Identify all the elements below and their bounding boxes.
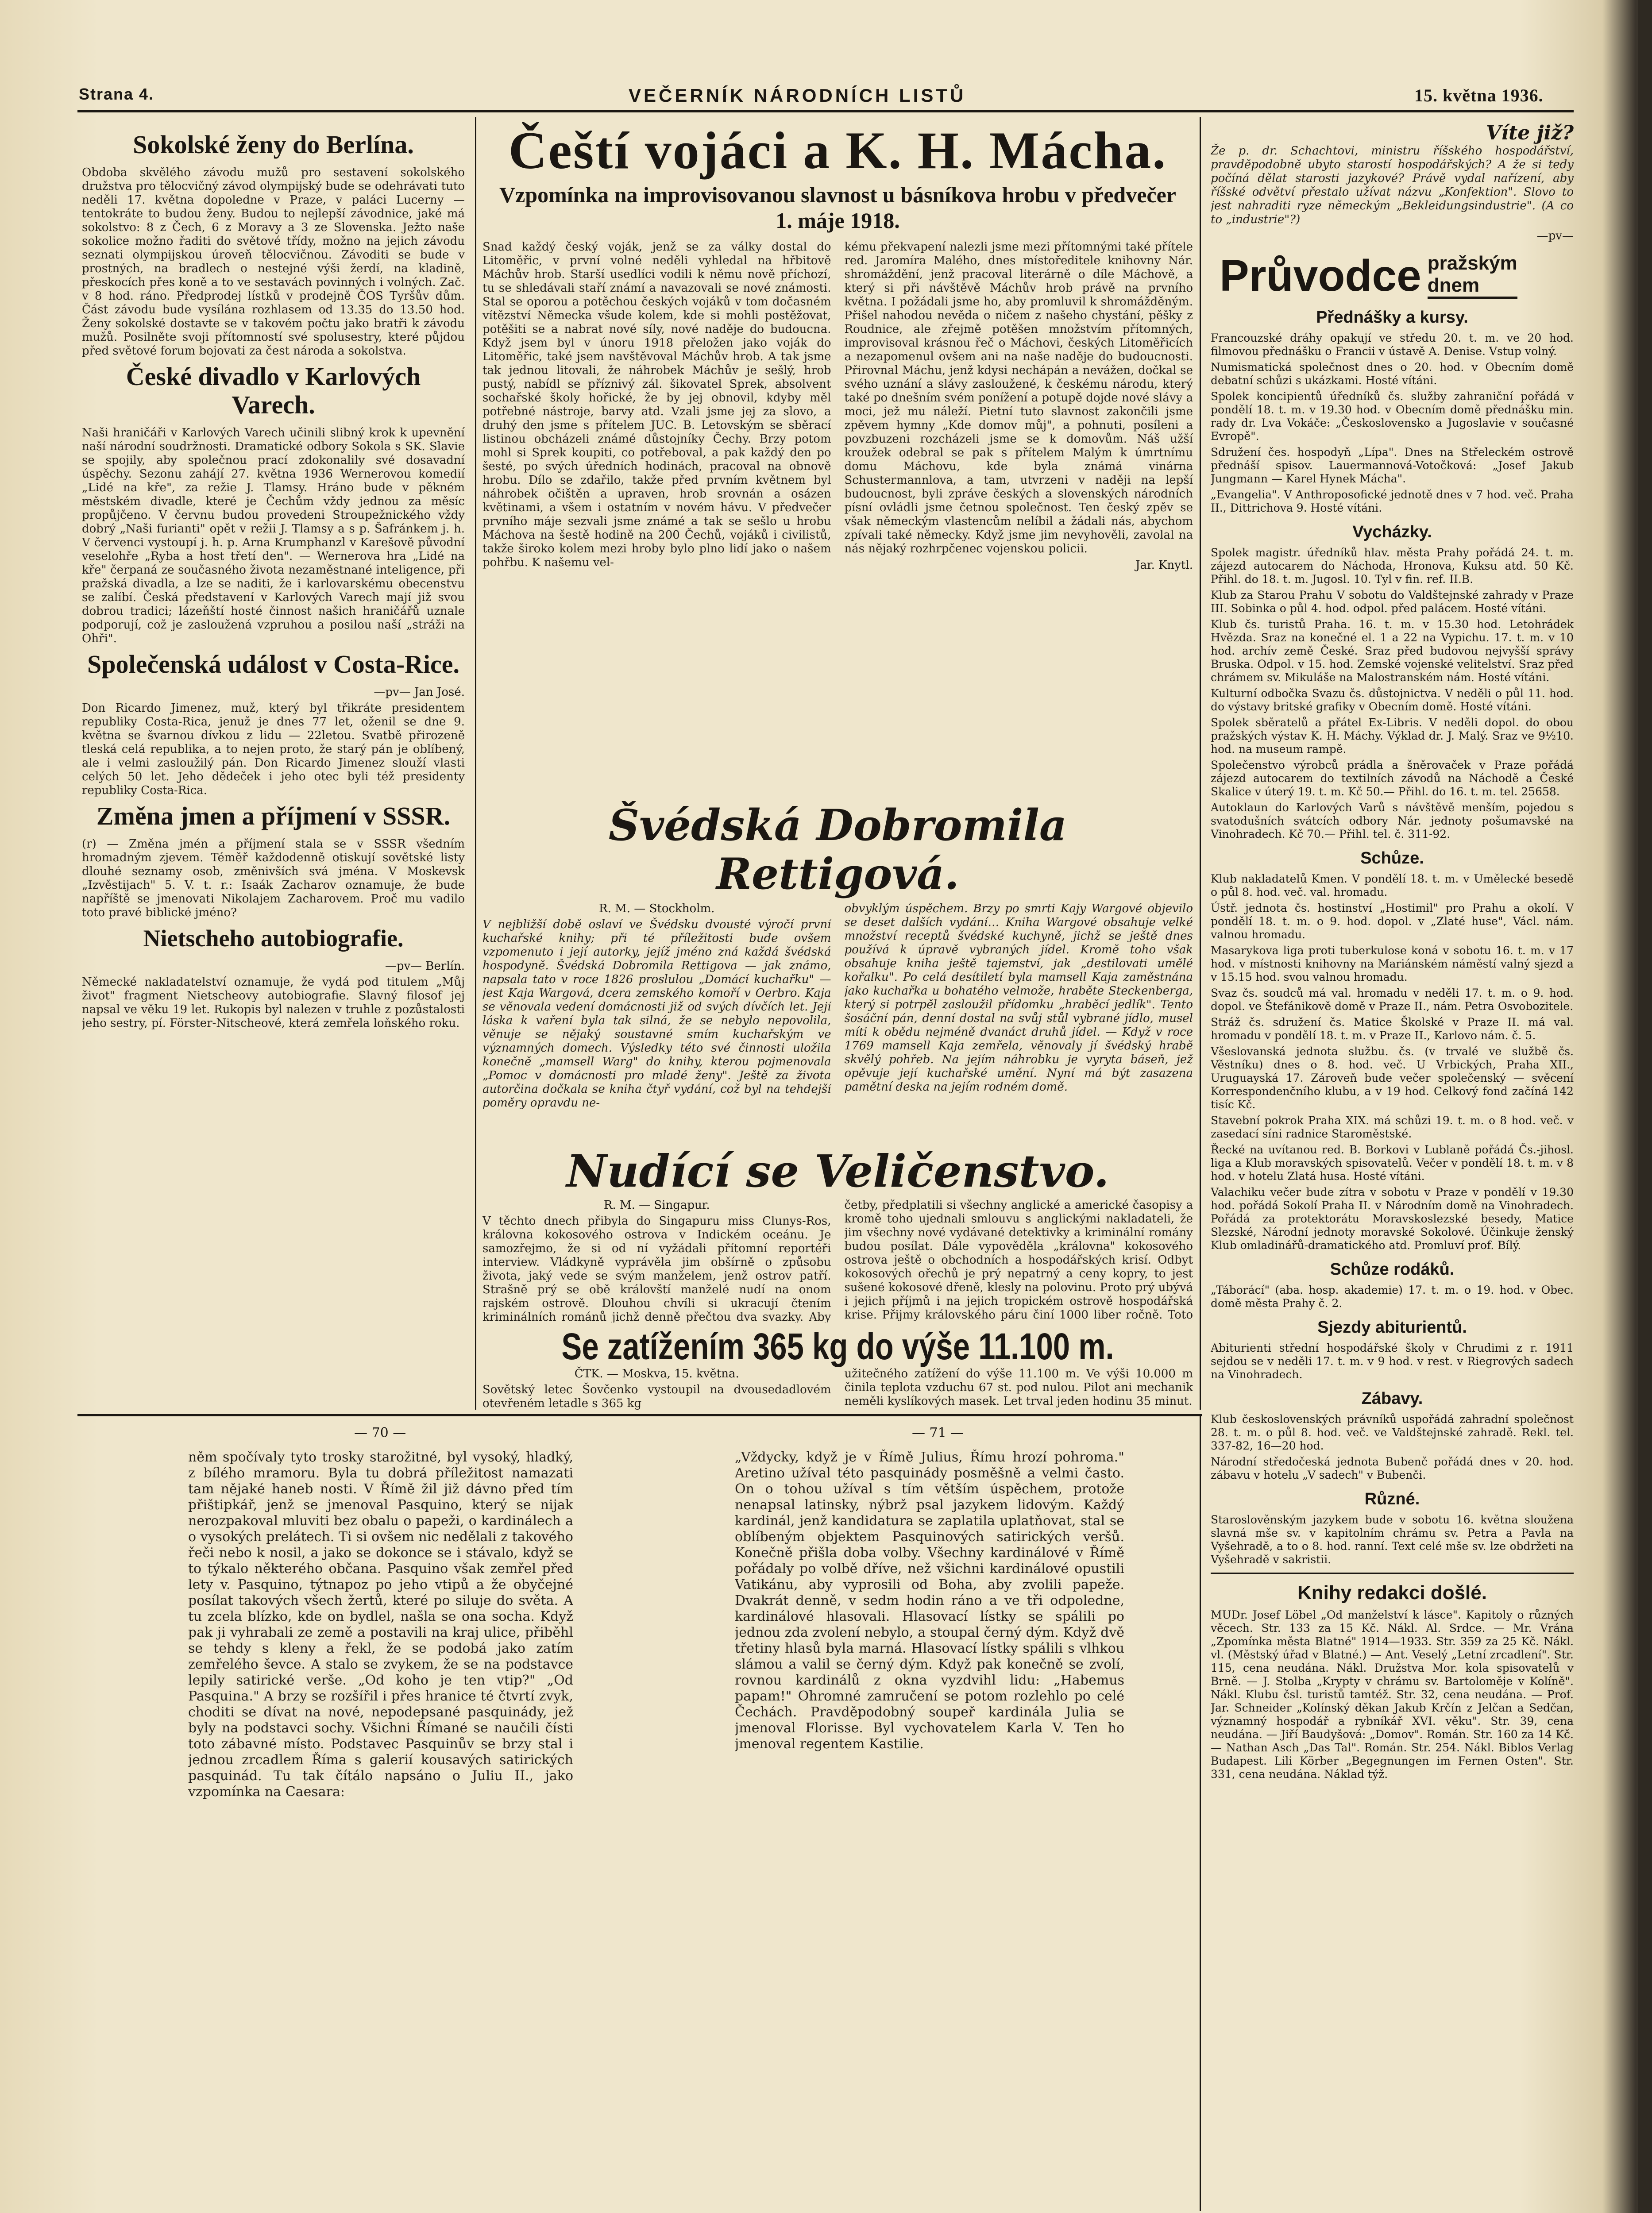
pruvodce-banner	[1220, 251, 1574, 300]
listing-item: Staroslověnským jazykem bude v sobotu 16. května sloužena slavná mše sv. v kapitolním chrámu sv. Petra a Pavla na Vyšehradě, a to o 8. hod. ranní. Text celé mše sv. lze obdržeti na Vyšehradě v sakristii.	[1211, 1513, 1574, 1566]
pruvodce-subtitle: pražským	[1427, 252, 1517, 274]
page-label: Strana 4.	[79, 85, 154, 103]
headline: Nudící se Veličenstvo.	[566, 1146, 1109, 1197]
article-title: Společenská událost v Costa-Rice.	[87, 650, 460, 679]
article-body: Naši hraničáři v Karlových Varech učinili slibný krok k upevnění naší národní soudržnosti. Dramatické odbory Sokola s SK. Slavie se spojily, aby společnou prací zdokonalily své dosavadní úspěchy. Sezonu zahájí 27. května 1936 Wernerovou komedií „Lidé na kře", za režie J. Tlamsy. Hráno bude v pěkném městském divadle, které je Čechům vždy jednou za měsíc propůjčeno. V červnu budou provedeni Stroupežnického vždy dobrý „Naši furianti" opět v režii J. Tlamsy a s p. Šafránkem j. h. V červenci vystoupí j. h. p. Arna Krumphanzl v Karešově původní veselohře „Ryba a host třetí den". — Wernerova hra „Lidé na kře" čerpaná ze současného života nezaměstnané inteligence, při pražská divadla, a lze se naditi, že i karlovarskému obecenstvu se zalíbí. Česká představení v Karlových Varech mají již svou dobrou tradici; lázeňští hosté činnost našich hraničářů uznale podporují, což je zasloužená vzpruhou a posilou naší „stráži na Ohři".	[82, 426, 465, 645]
listing-section-head: Schůze.	[1360, 849, 1424, 867]
listing-item: Numismatická společnost dnes o 20. hod. v Obecním domě debatní schůzi s ukázkami. Hosté vítáni.	[1211, 361, 1574, 387]
listing-item: Společenstvo výrobců prádla a šněrovaček v Praze pořádá zájezd autocarem do textilních závodů na Náchodě a České Skalice v úterý 19. t. m. Kč 50.— Přihl. do 16. t. m. tel. 25658.	[1211, 759, 1574, 798]
listing-item: Masarykova liga proti tuberkulose koná v sobotu 16. t. m. v 17 hod. v místnosti knihovny na Mariánském náměstí valný sjezd a v 15.15 hod. svou valnou hromadu.	[1211, 944, 1574, 983]
listing-item: Řecké na uvítanou red. B. Borkovi v Lublaně pořádá Čs.-jihosl. liga a Klub moravských spisovatelů. Večer v pondělí 18. t. m. v 8 hod. v hotelu Zlatá husa. Hosté vítáni.	[1211, 1143, 1574, 1183]
article-body: četby, předplatili si všechny anglické a americké časopisy a kromě toho ujednali smlouvu s anglickými nakladateli, že jim všechny nové vydávané detektivky a kriminální romány budou posílat. Dále vypověděla „královna" kokosového ostrova ještě o obchodních a hospodářských krisí. Odbyt kokosových ořechů je prý nepatrný a ceny kopry, to jest sušené kokosové dřeně, klesly na polovinu. Proto prý ubývá i jejich příjmů i na jejich tropickém ostrově hospodářská krise. Přijmy královského páru činí 1000 liber ročně. Toto	[844, 1199, 1193, 1322]
altitude-article	[482, 1326, 1193, 1410]
article-body: Obdoba skvělého závodu mužů pro sestavení sokolského družstva pro tělocvičný závod olympijský bude se odehrávati tuto neděli 17. května dopoledne v Praze, v paláci Lucerny — tentokráte to budou ženy. Budou to nejlepší závodnice, jaké má sokolstvo: 8 z Čech, 6 z Moravy a 3 ze Slovenska. Ježto naše sokolice možno řaditi do světové třídy, možno na jejich závodu seznati olympijskou úroveň tělocvičnou. Závoditi se bude v prostných, na bradlech o nestejné výši žerdí, na kladině, přeskocích přes koně a to ve sestavách povinných i volných. Zač. v 8 hod. ráno. Předprodej lístků v prodejně ČOS Tyršův dům. Část závodu bude vysílána rozhlasem od 13.35 do 13.50 hod. Ženy sokolské dostavte se v takovém počtu jako bratři k závodu mužů. Posilněte svoji přítomností své spolusestry, které půjdou před světové forum bojovati za čest národa a sokolstva.	[82, 166, 465, 358]
article-title: Sokolské ženy do Berlína.	[133, 130, 414, 159]
listing-item: Klub nakladatelů Kmen. V pondělí 18. t. m. v Umělecké besedě o půl 8. hod. več. val. hromadu.	[1211, 872, 1574, 898]
listing-section-head: Schůze rodáků.	[1330, 1260, 1455, 1279]
article-body: V těchto dnech přibyla do Singapuru miss Clunys-Ros, královna kokosového ostrova v Indickém oceánu. Je samozřejmo, že si od ní vyžádali přítomní reportéři interview. Vládkyně vyprávěla jim obšírně o způsobu života, jaký vede se svým manželem, jenž ostrov patří. Strašně prý se obě královští manželé nudí na onom rajském ostrově. Dlouhou chvíli si ukracují čtením kriminálních románů jichž denně přečtou dva svazky. Aby	[482, 1214, 831, 1322]
listing-item: Valachiku večer bude zítra v sobotu v Praze v pondělí v 19.30 hod. pořádá Sokolí Praha II. v Národním domě na Vinohradech. Pořádá za protektorátu Moravskoslezské besedy, Matice Slezské, Národní jednoty moravské Sokolové. Účinkuje ženský Klub omladinářů-dramatického atd. Promluví prof. Bílý.	[1211, 1186, 1574, 1252]
listing-section-head: Různé.	[1364, 1490, 1420, 1508]
listing-item: „Evangelia". V Anthroposofické jednotě dnes v 7 hod. več. Praha II., Dittrichova 9. Hosté vítáni.	[1211, 488, 1574, 514]
feuilleton-page-number: — 71 —	[912, 1425, 964, 1441]
listing-item: Autoklaun do Karlových Varů s návštěvě menším, pojedou s svatodušních svátcích odbory Nár. jednoty pošumavské na Vinohradech. Kč 70.— Přihl. tel. č. 311-92.	[1211, 801, 1574, 840]
listing-item: Francouzské dráhy opakují ve středu 20. t. m. ve 20 hod. filmovou přednášku o Francii v ústavě A. Denise. Vstup volný.	[1211, 332, 1574, 358]
knihy-title: Knihy redakci došlé.	[1297, 1582, 1487, 1604]
article-body: V nejbližší době oslaví ve Švédsku dvousté výročí první kuchařské knihy; při té příležitosti bude ovšem vzpomenuto i její autorky, jejíž jméno zná každá švédská hospodyně. Švédská Dobromila Rettigova — jak známo, napsala tato v roce 1826 proslulou „Domácí kuchařku" — jest Kaja Wargová, dcera zemského komoří v Oerbro. Kaja se věnovala vedení domácnosti již od svých dívčích let. Její láska k vaření byla tak silná, že se nebylo nepovolila, věnuje se nějaký soustavné smím kuchařským ve významných domech. Výsledky této své činnosti uložila konečně „mamsell Warg" do knihy, kterou pojmenovala „Pomoc v domácnosti pro mladé ženy". Ještě za života autorčina dočkala se kniha čtyř vydání, což byl na tehdejší poměry opravdu ne-	[482, 918, 831, 1110]
pruvodce-sections	[1211, 308, 1574, 1566]
vite-sign: —pv—	[1536, 229, 1574, 243]
byline: Jar. Knytl.	[1135, 559, 1193, 572]
listing-item: Klub za Starou Prahu V sobotu do Valdštejnské zahrady v Praze III. Sobinka o půl 4. hod. odpol. před palácem. Hosté vítáni.	[1211, 589, 1574, 615]
article-body: Německé nakladatelství oznamuje, že vydá pod titulem „Můj život" fragment Nietscheovy autobiografie. Slavný filosof jej napsal ve věku 19 let. Rukopis byl nalezen v truhle z pozůstalosti jeho sestry, pí. Förster-Nitscheové, která zemřela loňského roku.	[82, 975, 465, 1030]
right-column	[1211, 122, 1574, 2211]
feuilleton-left	[188, 1450, 573, 2202]
pruvodce-title: Průvodce	[1220, 251, 1421, 301]
article-title: České divadlo v Karlových Varech.	[126, 362, 421, 419]
listing-item: Spolek koncipientů úředníků čs. služby zahraniční pořádá v pondělí 18. t. m. v 19.30 hod. v Obecním domě přednášku min. rady dr. Lva Vokáče: „Československo a Jugoslavie v současné Evropě".	[1211, 390, 1574, 443]
article-body: užitečného zatížení do výše 11.100 m. Ve výši 10.000 m činila teplota vzduchu 67 st. pod nulou. Pilot ani mechanik neměli kyslíkových masek. Let trval jeden hodinu 35 minut.	[844, 1367, 1193, 1408]
article-body: (r) — Změna jmén a příjmení stala se v SSSR všedním hromadným zjevem. Téměř každodenně otiskují sovětské listy dlouhé seznamy osob, změnivších svá jména. V Moskevsk „Izvěstijach" 5. V. t. r.: Isaák Zacharov oznamuje, že bude napříště se jmenovati Nikolajem Zacharovem. Proč mu vadilo toto pravé biblické jméno?	[82, 837, 465, 919]
listing-item: Sdružení čes. hospodyň „Lípa". Dnes na Střeleckém ostrově přednáší spisov. Lauermannová-Votočková: „Josef Jakub Jungmann — Karel Hynek Mácha".	[1211, 446, 1574, 485]
article-body: obvyklým úspěchem. Brzy po smrti Kajy Wargové objevilo se deset dalších vydání… Kniha Wargové obsahuje velké množství receptů švédské kuchyně, jichž se ještě dnes používá k úpravě vybraných jídel. Kromě toho však obsahuje kniha ještě tajemství, jak „destilovati umělé kořalku". Po celá desítiletí byla mamsell Kaja zaměstnána jako kuchařka u bohatého velmože, hraběte Steckenberga, který si potrpěl zasloužil přídomku „hraběcí jedlík". Tento šosáční pán, denní dostal na svůj stůl vybrané jídlo, musel míti k obědu nejméně dvanáct druhů jídel. — Když v roce 1769 mamsell Kaja zemřela, věnovaly jí švédský hrabě skvělý pohřeb. Na jejím náhrobku je vyryta báseň, jež opěvuje její kuchařské umění. Nyní má být zasazena pamětní deska na jejím rodném domě.	[844, 902, 1193, 1094]
listing-item: „Táborácí" (aba. hosp. akademie) 17. t. m. o 19. hod. v Obec. domě města Prahy č. 2.	[1211, 1284, 1574, 1310]
issue-date: 15. května 1936.	[1414, 85, 1544, 105]
listing-item: Klub československých právníků uspořádá zahradní společnost 28. t. m. o půl 8. hod. več. ve Valdštejnské zahradě. Rekl. tel. 337-82, 16—20 hod.	[1211, 1413, 1574, 1452]
feuilleton-rule	[77, 1414, 1202, 1416]
article-title: Nietscheho autobiografie.	[143, 925, 404, 952]
column-rule	[475, 117, 476, 1410]
byline: R. M. — Singapur.	[603, 1199, 710, 1212]
feuilleton-right	[735, 1450, 1124, 2202]
listing-item: Stráž čs. sdružení čs. Matice Školské v Praze II. má val. hromadu v pondělí 18. t. m. v Praze II., Karlovo nám. č. 5.	[1211, 1016, 1574, 1042]
left-column	[82, 126, 465, 1401]
knihy-body: MUDr. Josef Löbel „Od manželství k lásce". Kapitoly o různých věcech. Str. 133 za 15 Kč. Nákl. Al. Srdce. — Mr. Vrána „Zpomínka města Blatné" 1914—1933. Str. 359 za 25 Kč. Nákl. vl. (Městský úřad v Blatné.) — Ant. Veselý „Letní zrcadlení". Str. 115, cena neudána. Nákl. Družstva Mor. kola spisovatelů v Brně. — J. Stolba „Krypty v chrámu sv. Bartoloměje v Kolíně". Nákl. Klubu čsl. turistů tamtéž. Str. 32, cena neudána. — Prof. Jar. Schneider „Kolínský děkan Jakub Krčín z Jelčan a Sedčan, významný hospodář a rybníkář XVI. věku". Str. 39, cena neudána. — Jiří Baudyšová: „Domov". Román. Str. 160 za 14 Kč. — Nathan Asch „Das Tal". Román. Str. 254. Nákl. Biblos Verlag Budapest. Lili Körber „Begegnungen im Fernen Osten". Str. 331, cena neudána. Náklad týž.	[1211, 1608, 1574, 1781]
listing-item: Ústř. jednota čs. hostinství „Hostimil" pro Prahu a okolí. V pondělí 18. t. m. o 9. hod. dopol. v „Zlaté huse", Václ. nám. valnou hromadu.	[1211, 902, 1574, 941]
article-title: Změna jmen a příjmení v SSSR.	[96, 802, 451, 830]
section-rule	[1211, 1573, 1574, 1574]
feuilleton-text: „Vždycky, když je v Římě Julius, Římu hrozí pohroma." Aretino užíval této pasquinády posměšně a velmi často. On o tohou užíval s tím větším úspěchem, protože nenapsal latinsky, nýbrž psal jazykem lidovým. Každý kardinál, jenž kandidatura se zaplatila uplatňovat, stal se oblíbeným objektem Pasquinových satirických veršů. Konečně přišla doba volby. Všechny kardinálové v Římě pořádaly po volbě dříve, než všichni kardinálové opustili Vatikánu, aby vyprosili od Boha, aby zvolili papeže. Dvakrát denně, v sedm hodin ráno a ve tři odpoledne, kardinálové hlasovali. Hlasovací lístky se spálili po jednou zda zvolení nebylo, a stoupal černý dým. Když dvě třetiny hlasů byla marná. Hlasovací lístky spálili s vlhkou slámou a valil se černý dým. Když pak konečně se zvolí, rovnou kardinálů z okna vyzdvihl lidu: „Habemus papam!" Ohromné zamručení se potom rozlehlo po celé Čechách. Pravděpodobný soupeř kardinála Julia se jmenoval Florisse. Byl vychovatelem Karla V. Ten ho jmenoval regentem Kastilie.	[735, 1450, 1124, 1752]
article-body: Snad každý český voják, jenž se za války dostal do Litoměřic, v první volné neděli vyhledal na hřbitově Máchův hrob. Starší usedlíci vodili k němu nově příchozí, tu se shledávali staří známí a navazovali se nové známosti. Stal se oporou a potěchou českých vojáků v tom dočasném vítězství Německa všude kolem, kde si mohli postěžovat, potěšiti se a nabrat nové síly, nové naděje do budoucna. Když jsem byl v únoru 1918 přeložen jako voják do Litoměřic, také jsem navštěvoval Máchův hrob. A tak jsme tak jednou litovali, že náhrobek Máchův je sešlý, hrob pustý, nabídl se příznivý zál. šikovatel Sprek, absolvent sochařské školy hořické, že by jej obnovil, kdyby měl potřebné nástroje, barvy atd. Vzali jsme jej za slovo, a druhý den jsme s přítelem JUC. B. Letovským se sběrací listinou obcházeli známé důstojníky Čechy. Brzy potom mohl si Sprek koupiti, co potřeboval, a pak každý den po šesté, po svých úředních hodinách, pracoval na obnově hrobu. Dílo se zdařilo, takže před prvním květnem byl náhrobek očištěn a upraven, hrob srovnán a osázen květinami, a všem i ostatním v novém hávu. V předvečer prvního máje sezvali jsme známé a tak se sešlo u hrobu Máchova na šestě hodině na 200 Čechů, vojáků i civilistů, takže široko kolem mezi hroby bylo plno lidí jako o našem pohřbu. K našemu vel-	[482, 240, 831, 569]
article-body: Don Ricardo Jimenez, muž, který byl třikráte presidentem republiky Costa-Rica, jenuž je dnes 77 let, oženil se dne 9. května se švarnou dívkou z lidu — 22letou. Svatbě přirozeně tleská celá republika, a to nejen proto, že starý pán je oblíbený, ale i velmi zasloužilý pán. Don Ricardo Jimenez slouží vlasti celých 50 let. Jeho dědeček i jeho otec byli též presidenty republiky Costa-Rica.	[82, 702, 465, 797]
headline: Čeští vojáci a K. H. Mácha.	[508, 122, 1167, 180]
rettig-article	[482, 801, 1193, 1137]
headline: Se zatížením 365 kg do výše 11.100 m.	[561, 1326, 1114, 1367]
subheadline: Vzpomínka na improvisovanou slavnost u básníkova hrobu v předvečer 1. máje 1918.	[499, 182, 1176, 233]
page-edge	[1638, 0, 1652, 2213]
feuilleton-page-number: — 70 —	[354, 1425, 406, 1441]
byline: —pv— Berlín.	[385, 960, 465, 973]
header-rule	[77, 110, 1574, 112]
listing-item: Všeslovanská jednota službu. čs. (v trvalé ve službě čs. Věstníku) dnes o 8. hod. več. U Vrbických, Praha XII., Uruguayská 17. Zároveň bude večer společenský — svěcení Korrespondenčního klubu, a v 19 hod. Celkový fond začíná 142 tisíc Kč.	[1211, 1045, 1574, 1111]
listing-item: Stavební pokrok Praha XIX. má schůzi 19. t. m. o 8 hod. več. v zasedací síni radnice Staroměstské.	[1211, 1114, 1574, 1140]
byline: R. M. — Stockholm.	[599, 902, 715, 915]
listing-item: Kulturní odbočka Svazu čs. důstojnictva. V neděli o půl 11. hod. do výstavy britské grafiky v Obecním domě. Hosté vítáni.	[1211, 687, 1574, 713]
listing-item: Národní středočeská jednota Bubenč pořádá dnes v 20. hod. zábavu v hotelu „V sadech" v Bubenči.	[1211, 1455, 1574, 1481]
listing-item: Svaz čs. soudců má val. hromadu v neděli 17. t. m. o 9. hod. dopol. ve Štefánikově domě v Praze II., nám. Petra Osvobozitele.	[1211, 987, 1574, 1013]
byline: ČTK. — Moskva, 15. května.	[574, 1367, 739, 1380]
listing-section-head: Vycházky.	[1352, 523, 1432, 541]
vite-body: Že p. dr. Schachtovi, ministru říšského hospodářství, pravděpodobně ubyto starostí hospodářských? A že si tedy počíná dělat starosti jazykové? Právě vydal nařízení, aby říšské odvětví přestalo užívat názvu „Konfektion". Slovo to jest nahraditi ryze německým „Bekleidungsindustrie". (A co to „industrie"?)	[1211, 144, 1574, 226]
macha-article	[482, 122, 1193, 794]
listing-section-head: Sjezdy abiturientů.	[1317, 1318, 1467, 1337]
listing-item: Spolek sběratelů a přátel Ex-Libris. V neděli dopol. do obou pražských výstav K. H. Máchy. Výklad dr. J. Malý. Sraz ve 9½10. hod. na museum rampě.	[1211, 716, 1574, 756]
listing-item: Spolek magistr. úředníků hlav. města Prahy pořádá 24. t. m. zájezd autocarem do Náchoda, Hronova, Kuksu atd. 50 Kč. Přihl. do 18. t. m. Jugosl. 10. Tyl v fin. ref. II.B.	[1211, 546, 1574, 586]
listing-item: Klub čs. turistů Praha. 16. t. m. v 15.30 hod. Letohrádek Hvězda. Sraz na konečné el. 1 a 22 na Vypichu. 17. t. m. v 10 hod. archív země České. Sraz před budovou nejvyšší správy Bruska. Odpol. v 15. hod. Zemské vojenské velitelství. Sraz před chrámem sv. Mikuláše na Malostranském nám. Hosté vítáni.	[1211, 618, 1574, 684]
nudici-article	[482, 1146, 1193, 1323]
listing-section-head: Zábavy.	[1361, 1389, 1423, 1408]
column-rule	[1200, 117, 1201, 1410]
article-body: kému překvapení nalezli jsme mezi přítomnými také přítele red. Jaromíra Malého, dnes místoředitele knihovny Nár. shromáždění, jenž pracoval literárně o díle Máchově, a který si při návštěvě Máchův hrob právě na prvního května. I požádali jsme ho, aby promluvil k shromážděným. Přišel nahodou nevěda o ničem z našeho chystání, pěšky z Roudnice, ale zřejmě potěšen množstvím přítomných, improvisoval krásnou řeč o Máchovi, českých Litoměřicích a nezapomenul ovšem ani na naše naděje do budoucnosti. Přirovnal Máchu, jenž kdysi nechápán a nevážen, dočkal se svého uznání a slávy zasloužené, k českému národu, který také po dnešním svém ponížení a potupě dojde nové slávy a moci, jež mu náleží. Pietní tuto slavnost zakončili jsme zpěvem hymny „Kde domov můj", a pohnuti, posíleni a povzbuzeni rozcházeli jsme se k domovům. Náš užší kroužek odebral se pak s přítelem Malým k úmrtnímu domu Máchovu, kde byla známá vinárna Schustermannlova, a tam, utvrzeni v naději na lepší budoucnost, byli zpráve českých a slovenských národních písní ovládli jsme četnou společnost. Ten český zpěv se však německým vlastencům nelíbil a žádali nás, abychom zpívali také německy. Když jsme jim nevyhověli, zavolal na nás nějaký rozhrpčenec vojenskou policii.	[844, 240, 1193, 555]
headline: Švédská Dobromila Rettigová.	[608, 801, 1067, 899]
feuilleton-text: něm spočívaly tyto trosky starožitné, byl vysoký, hladký, z bílého mramoru. Byla tu dobrá příležitost namazati tam nějaké haneb nosti. V Římě žil již dávno před tím přištipkář, jenž se jmenoval Pasquino, který se nijak nerozpakoval mluviti bez obalu o papeži, o kardinálech a o vysokých prelátech. Ti si ovšem nic nedělali z takového řeči nebo k nosil, a jako se dokonce se i stávalo, když se to týkalo některého občana. Pasquino však zemřel před lety v. Pasquino, týtnapoz po jeho vtipů a že obyčejné posílat takových všech žertů, které po siluje do světa. A tu zcela blízko, kde on bydlel, našla se ona socha. Když pak ji vyhrabali ze země a postavili na kraj ulice, přiběhl se tehdy s kleny a řekl, že se podobá jako zatím zemřelého ševce. A stalo se zvykem, že se na podstavce lepily satirické verše. „Od koho je ten vtip?" „Od Pasquina." A brzy se rozšířil i přes hranice té čtvrtí zvyk, choditi se dívat na nové, nepodepsané pasquinády, jež byly na podstavci sochy. Všichni Římané se naučili čísti toto zábavné místo. Podstavec Pasquinův se brzy stal i jednou zrcadlem Říma s galerií kousavých satirických pasquinád. Tu tak čítálo napsáno o Juliu II., jako vzpomínka na Caesara:	[188, 1450, 573, 1800]
pruvodce-subtitle: dnem	[1428, 274, 1517, 299]
vite-title: Víte již?	[1486, 122, 1574, 144]
masthead: VEČERNÍK NÁRODNÍCH LISTŮ	[629, 85, 966, 106]
column-rule	[1200, 1414, 1201, 2211]
byline: —pv— Jan José.	[374, 686, 465, 699]
listing-item: Abiturienti střední hospodářské školy v Chrudimi z r. 1911 sejdou se v neděli 17. t. m. v 9 hod. v rest. v Riegrových sadech na Vinohradech.	[1211, 1342, 1574, 1381]
listing-section-head: Přednášky a kursy.	[1316, 308, 1468, 327]
article-body: Sovětský letec Šovčenko vystoupil na dvousedadlovém otevřeném letadle s 365 kg	[482, 1383, 831, 1410]
